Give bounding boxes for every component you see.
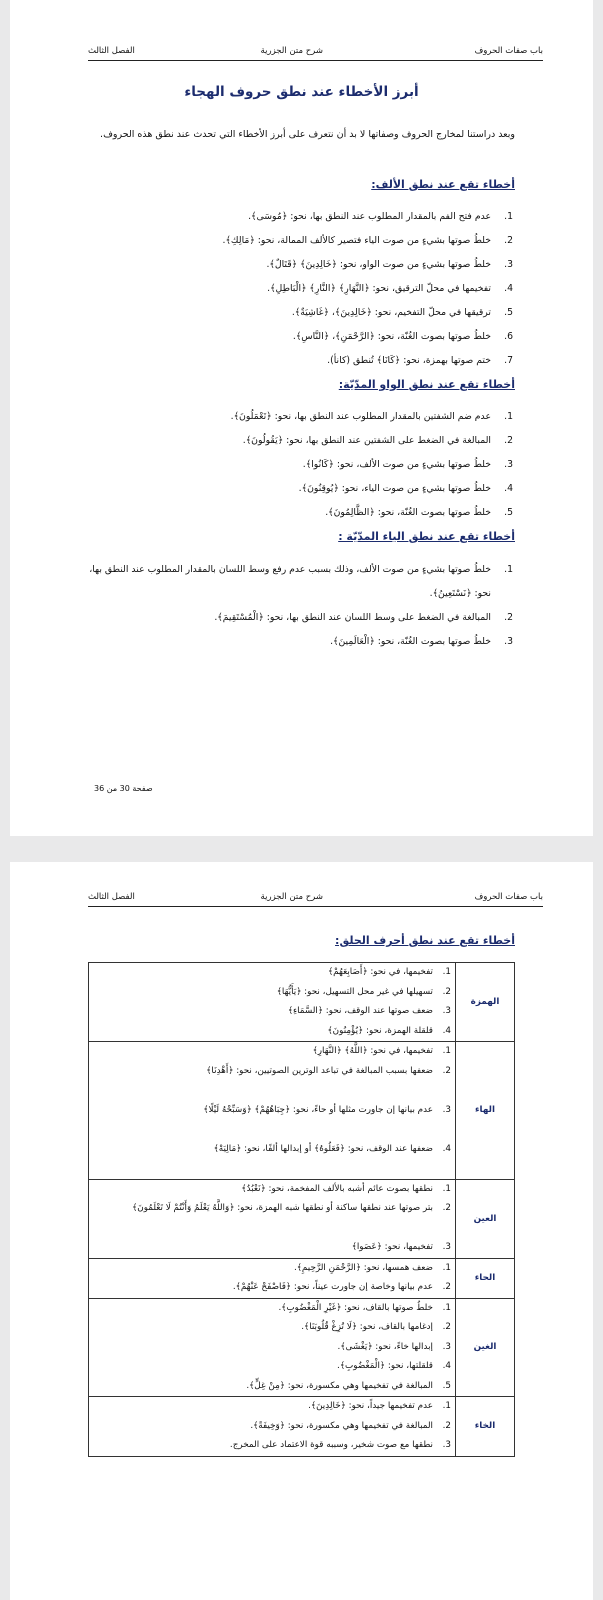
list-item: 2. بتر صوتها عند نطقها ساكنة أو نطقها شبه الهمزة، نحو: ﴿وَاللَّهُ يَعْلَمُ وَأَنْتُمْ لَا تَعْلَمُونَ﴾ bbox=[132, 1203, 451, 1213]
throat-letters-table bbox=[88, 962, 515, 1457]
header-chapter-title: باب صفات الحروف bbox=[474, 892, 543, 902]
table-row bbox=[89, 963, 515, 1042]
document-page-2 bbox=[10, 862, 593, 1600]
list-item: 3. عدم بيانها إن جاورت مثلها أو حاءً، نحو: ﴿جِبَاهُهُمْ﴾ ﴿وَسَبِّحْهُ لَيْلًا﴾ bbox=[203, 1104, 451, 1115]
table-row bbox=[89, 1258, 515, 1298]
page-header bbox=[88, 46, 543, 61]
page-title: أبرز الأخطاء عند نطق حروف الهجاء bbox=[184, 84, 419, 100]
list-item: 4. خلطُ صوتها بشيءٍ من صوت الياء، نحو: ﴿يُوقِنُونَ﴾. bbox=[298, 483, 513, 494]
letter-cell: الخاء bbox=[456, 1397, 515, 1457]
alif-heading: أخطاء تقع عند نطق الألف: bbox=[371, 178, 515, 191]
list-item: 3. إبدالها خاءً، نحو: ﴿يَغْشَى﴾. bbox=[337, 1341, 451, 1352]
header-chapter-title: باب صفات الحروف bbox=[474, 46, 543, 56]
list-item: 3. خلطُ صوتها بصوت الغُنّة، نحو: ﴿الْعَالَمِينَ﴾. bbox=[330, 636, 513, 647]
list-item: 4. تفخيمها في محلّ الترقيق، نحو: ﴿النَّهَارِ﴾ ﴿النَّارِ﴾ ﴿الْبَاطِلِ﴾. bbox=[267, 283, 513, 294]
list-item: 2. المبالغة في تفخيمها وهي مكسورة، نحو: ﴿وَخِيفَةً﴾. bbox=[250, 1420, 451, 1431]
list-item: 3. تفخيمها، نحو: ﴿عَصَوا﴾ bbox=[351, 1242, 451, 1252]
list-item: 2. تسهيلها في غير محل التسهيل، نحو: ﴿يَأَيُّهَا﴾ bbox=[276, 986, 451, 997]
waw-heading: أخطاء تقع عند نطق الواو المدّيّة: bbox=[338, 378, 515, 391]
list-item: 3. نطقها مع صوت شخير، وسببه قوة الاعتماد على المخرج. bbox=[229, 1440, 451, 1450]
letter-cell: العين bbox=[456, 1179, 515, 1258]
list-item: 2. خلطُ صوتها بشيءٍ من صوت الياء فتصير كالألف الممالة، نحو: ﴿مَالِكِ﴾. bbox=[222, 235, 513, 246]
intro-paragraph: وبعد دراستنا لمخارج الحروف وصفاتها لا بد أن نتعرف على أبرز الأخطاء التي تحدث عند نطق هذه الحروف. bbox=[100, 129, 515, 140]
list-item: 1. تفخيمها، في نحو: ﴿أَصَابِعَهُمْ﴾ bbox=[328, 967, 451, 977]
list-item: 5. ترقيقها في محلّ التفخيم، نحو: ﴿خَالِدِينَ﴾، ﴿غَاشِيَةٌ﴾. bbox=[291, 307, 513, 318]
list-item: 2. عدم بيانها وخاصة إن جاورت عيناً، نحو: ﴿فَاصْفَحْ عَنْهُمْ﴾. bbox=[232, 1282, 451, 1292]
header-section: الفصل الثالث bbox=[88, 892, 135, 902]
list-item: 1. عدم فتح الفم بالمقدار المطلوب عند النطق بها، نحو: ﴿مُوسَى﴾. bbox=[248, 211, 513, 222]
list-item: 1. خلطُ صوتها بالقاف، نحو: ﴿غَيْرِ الْمَغْضُوبِ﴾. bbox=[278, 1302, 451, 1313]
page-header bbox=[88, 892, 543, 907]
list-item: 6. خلطُ صوتها بصوت الغُنّة، نحو: ﴿الرَّحْمَنِ﴾، ﴿النَّاسِ﴾. bbox=[292, 331, 513, 342]
document-page-1 bbox=[10, 0, 593, 836]
list-item: 2. ضعفها بسبب المبالغة في تباعد الوترين الصوتيين، نحو: ﴿أَهْدِنَا﴾ bbox=[206, 1065, 451, 1076]
list-item: 4. قلقلة الهمزة، نحو: ﴿يُؤْمِنُونَ﴾ bbox=[327, 1025, 451, 1036]
list-item: 2. المبالغة في الضغط على الشفتين عند النطق بها، نحو: ﴿يَقُولُونَ﴾. bbox=[242, 435, 513, 446]
table-row bbox=[89, 1179, 515, 1258]
list-item: 2. المبالغة في الضغط على وسط اللسان عند النطق بها، نحو: ﴿الْمُسْتَقِيمَ﴾. bbox=[214, 612, 513, 623]
throat-letters-heading: أخطاء تقع عند نطق أحرف الحلق: bbox=[335, 934, 515, 947]
list-item: 4. ضعفها عند الوقف، نحو: ﴿فَعَلُوهُ﴾ أو إبدالها ألفًا، نحو: ﴿مَالِيَهْ﴾ bbox=[213, 1143, 451, 1154]
letter-cell: الحاء bbox=[456, 1258, 515, 1298]
page-number: صفحة 30 من 36 bbox=[94, 784, 153, 793]
table-row bbox=[89, 1397, 515, 1457]
list-item: 1. نطقها بصوت عائم أشبه بالألف المفخمة، نحو: ﴿نَعْبُدُ﴾ bbox=[241, 1183, 451, 1194]
waw-list bbox=[88, 405, 515, 525]
list-item: 2. إدغامها بالقاف، نحو: ﴿لَا تُزِغْ قُلُوبَنَا﴾. bbox=[301, 1322, 451, 1332]
list-item: 4. قلقلتها، نحو: ﴿الْمَغْضُوبِ﴾. bbox=[337, 1361, 451, 1371]
list-item: 1. عدم تفخيمها جيداً، نحو: ﴿خَالِدِينَ﴾. bbox=[308, 1401, 451, 1411]
table-row bbox=[89, 1042, 515, 1180]
list-item: 3. خلطُ صوتها بشيءٍ من صوت الواو، نحو: ﴿خَالِدِينَ﴾ ﴿قَتَالٌ﴾. bbox=[266, 259, 513, 270]
list-item: 1. تفخيمها، في نحو: ﴿اللَّهُ﴾ ﴿النَّهَارِ﴾ bbox=[312, 1046, 451, 1056]
list-item: 1. ضعف همسها، نحو: ﴿الرَّحْمَنِ الرَّحِيمِ﴾. bbox=[293, 1262, 451, 1273]
header-section: الفصل الثالث bbox=[88, 46, 135, 56]
header-book-title: شرح متن الجزرية bbox=[260, 892, 323, 902]
list-item: 7. ختم صوتها بهمزة، نحو: ﴿كَانَا﴾ تُنطق (كانأ). bbox=[327, 355, 513, 366]
list-item: 3. ضعف صوتها عند الوقف، نحو: ﴿السَّمَاءِ﴾ bbox=[287, 1006, 451, 1016]
list-item: 5. المبالغة في تفخيمها وهي مكسورة، نحو: ﴿مِنْ غِلٍّ﴾. bbox=[246, 1380, 451, 1391]
list-item: 1. خلطُ صوتها بشيءٍ من صوت الألف، وذلك بسبب عدم رفع وسط اللسان بالمقدار المطلوب عند النطق بها، نحو: ﴿نَسْتَعِينُ﴾. bbox=[89, 564, 513, 599]
header-book-title: شرح متن الجزرية bbox=[260, 46, 323, 56]
letter-cell: الهاء bbox=[456, 1042, 515, 1180]
list-item: 3. خلطُ صوتها بشيءٍ من صوت الألف، نحو: ﴿كَانُوا﴾. bbox=[302, 459, 513, 470]
letter-cell: الغين bbox=[456, 1298, 515, 1397]
letter-cell: الهمزة bbox=[456, 963, 515, 1042]
list-item: 1. عدم ضم الشفتين بالمقدار المطلوب عند النطق بها، نحو: ﴿تَعْمَلُونَ﴾. bbox=[230, 411, 513, 422]
list-item: 5. خلطُ صوتها بصوت الغُنّة، نحو: ﴿الظَّالِمُونَ﴾. bbox=[325, 507, 513, 518]
alif-list bbox=[88, 205, 515, 373]
ya-heading: أخطاء تقع عند نطق الياء المدّيّة : bbox=[338, 530, 515, 543]
ya-list bbox=[88, 558, 515, 654]
table-row bbox=[89, 1298, 515, 1397]
